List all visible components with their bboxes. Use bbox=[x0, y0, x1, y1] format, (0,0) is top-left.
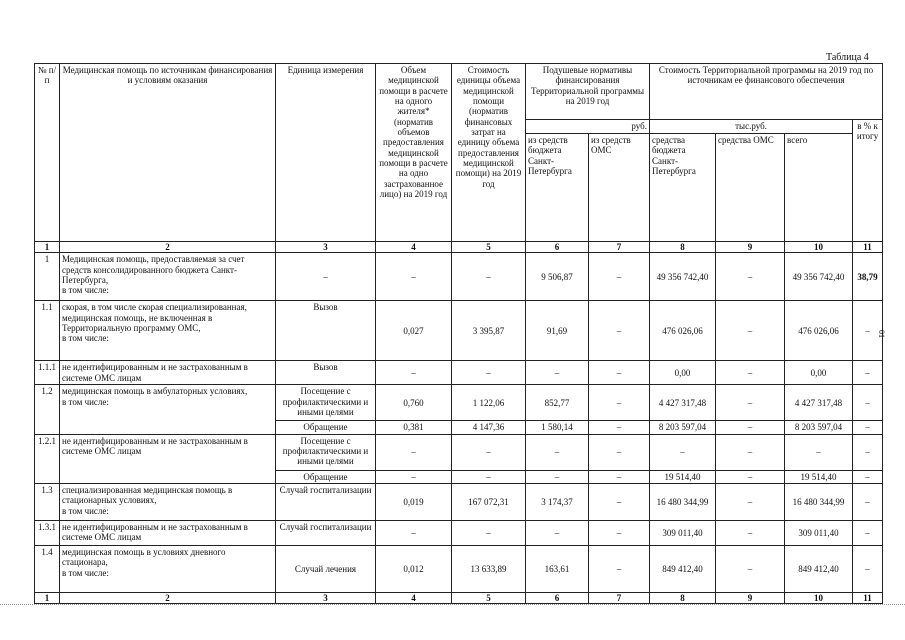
row-number: 1.1.1 bbox=[35, 361, 60, 385]
cell-budget-funds: 476 026,06 bbox=[650, 301, 716, 361]
cell-unit-cost: – bbox=[452, 361, 526, 385]
column-number-row bbox=[35, 242, 883, 253]
table-row bbox=[35, 521, 883, 546]
cell-volume: 0,012 bbox=[376, 546, 452, 593]
cell-budget-funds: 4 427 317,48 bbox=[650, 385, 716, 421]
table-row bbox=[35, 253, 883, 301]
cell-budget-per-capita: 1 580,14 bbox=[526, 421, 589, 434]
cell-budget-per-capita: 852,77 bbox=[526, 385, 589, 421]
column-number: 7 bbox=[589, 593, 650, 604]
row-number: 1.3.1 bbox=[35, 521, 60, 546]
cell-percent: – bbox=[853, 521, 883, 546]
cell-volume: – bbox=[376, 470, 452, 483]
header-thousand-rub-unit: тыс.руб. bbox=[650, 120, 853, 134]
row-number: 1 bbox=[35, 253, 60, 301]
cell-oms-per-capita: – bbox=[589, 361, 650, 385]
cell-budget-per-capita: 3 174,37 bbox=[526, 484, 589, 521]
row-description bbox=[60, 301, 276, 361]
cell-oms-per-capita: – bbox=[589, 385, 650, 421]
row-unit: Вызов bbox=[276, 361, 376, 385]
header-budget-per-capita: из средств бюджета Санкт-Петербурга bbox=[526, 134, 589, 242]
column-number: 1 bbox=[35, 593, 60, 604]
header-total: всего bbox=[785, 134, 853, 242]
cell-percent: – bbox=[853, 385, 883, 421]
cell-budget-funds: 49 356 742,40 bbox=[650, 253, 716, 301]
cell-percent: – bbox=[853, 546, 883, 593]
cell-budget-funds: 0,00 bbox=[650, 361, 716, 385]
cell-volume: 0,760 bbox=[376, 385, 452, 421]
row-unit: Обращение bbox=[276, 421, 376, 434]
cell-budget-funds: 849 412,40 bbox=[650, 546, 716, 593]
cell-total: 16 480 344,99 bbox=[785, 484, 853, 521]
cell-oms-per-capita: – bbox=[589, 546, 650, 593]
cell-unit-cost: 13 633,89 bbox=[452, 546, 526, 593]
row-unit: Случай госпитализации bbox=[276, 521, 376, 546]
cell-oms-funds: – bbox=[716, 470, 785, 483]
header-number: № п/п bbox=[35, 64, 60, 242]
row-description: не идентифицированным и не застрахованным в системе ОМС лицам bbox=[60, 361, 276, 385]
page-side-mark: 01 bbox=[877, 330, 886, 338]
cell-oms-per-capita: – bbox=[589, 301, 650, 361]
column-number: 5 bbox=[452, 593, 526, 604]
row-description bbox=[60, 484, 276, 521]
table-row bbox=[35, 361, 883, 385]
cell-unit-cost: 3 395,87 bbox=[452, 301, 526, 361]
column-number: 5 bbox=[452, 242, 526, 253]
cell-unit-cost: – bbox=[452, 521, 526, 546]
column-number: 10 bbox=[785, 593, 853, 604]
cell-oms-per-capita: – bbox=[589, 484, 650, 521]
cell-percent: – bbox=[853, 301, 883, 361]
column-number: 9 bbox=[716, 593, 785, 604]
table-row bbox=[35, 301, 883, 361]
row-description bbox=[60, 385, 276, 434]
cell-budget-funds: 19 514,40 bbox=[650, 470, 716, 483]
row-description-sub: в том числе: bbox=[62, 505, 109, 516]
cell-budget-per-capita: – bbox=[526, 434, 589, 470]
cell-total: 19 514,40 bbox=[785, 470, 853, 483]
row-description bbox=[60, 546, 276, 593]
row-number: 1.1 bbox=[35, 301, 60, 361]
header-percent-total: в % к итогу bbox=[853, 120, 883, 242]
cell-unit-cost: – bbox=[452, 434, 526, 470]
scan-edge-divider bbox=[0, 604, 905, 606]
cell-total: 4 427 317,48 bbox=[785, 385, 853, 421]
row-unit: Обращение bbox=[276, 470, 376, 483]
cell-oms-funds: – bbox=[716, 484, 785, 521]
row-description-text: медицинская помощь в амбулаторных условиях, bbox=[62, 386, 248, 397]
row-description-text: медицинская помощь в условиях дневного стационара, bbox=[62, 547, 226, 568]
row-description: не идентифицированным и не застрахованным в системе ОМС лицам bbox=[60, 434, 276, 483]
cell-budget-per-capita: 9 506,87 bbox=[526, 253, 589, 301]
header-unit: Единица измерения bbox=[276, 64, 376, 242]
column-number: 2 bbox=[60, 593, 276, 604]
row-description-sub: в том числе: bbox=[62, 396, 109, 407]
cell-oms-per-capita: – bbox=[589, 521, 650, 546]
cell-budget-funds: 16 480 344,99 bbox=[650, 484, 716, 521]
cell-budget-per-capita: – bbox=[526, 521, 589, 546]
cell-oms-funds: – bbox=[716, 434, 785, 470]
column-number: 9 bbox=[716, 242, 785, 253]
cell-percent: – bbox=[853, 421, 883, 434]
column-number: 4 bbox=[376, 242, 452, 253]
column-number: 6 bbox=[526, 593, 589, 604]
cell-total: 309 011,40 bbox=[785, 521, 853, 546]
column-number: 4 bbox=[376, 593, 452, 604]
cell-total: 849 412,40 bbox=[785, 546, 853, 593]
cell-volume: – bbox=[376, 253, 452, 301]
column-number: 10 bbox=[785, 242, 853, 253]
cell-percent: – bbox=[853, 470, 883, 483]
cell-budget-per-capita: – bbox=[526, 470, 589, 483]
cell-unit-cost: 4 147,36 bbox=[452, 421, 526, 434]
row-description-text: Медицинская помощь, предоставляемая за счет средств консолидированного бюджета Санкт-Петербурга, bbox=[62, 254, 245, 286]
header-description: Медицинская помощь по источникам финансирования и условиям оказания bbox=[60, 64, 276, 242]
cell-oms-funds: – bbox=[716, 253, 785, 301]
cell-unit-cost: 167 072,31 bbox=[452, 484, 526, 521]
cell-budget-per-capita: 163,61 bbox=[526, 546, 589, 593]
row-unit: Случай госпитализации bbox=[276, 484, 376, 521]
cell-oms-funds: – bbox=[716, 361, 785, 385]
column-number: 8 bbox=[650, 242, 716, 253]
cell-volume: 0,019 bbox=[376, 484, 452, 521]
cell-budget-funds: – bbox=[650, 434, 716, 470]
cell-percent: – bbox=[853, 484, 883, 521]
cell-oms-per-capita: – bbox=[589, 253, 650, 301]
row-description-text: специализированная медицинская помощь в стационарных условиях, bbox=[62, 485, 233, 506]
column-number: 11 bbox=[853, 242, 883, 253]
row-unit: Посещение с профилактическими и иными целями bbox=[276, 385, 376, 421]
cell-total: 0,00 bbox=[785, 361, 853, 385]
cell-percent: – bbox=[853, 434, 883, 470]
cell-oms-funds: – bbox=[716, 301, 785, 361]
row-number: 1.2 bbox=[35, 385, 60, 434]
cell-volume: – bbox=[376, 434, 452, 470]
header-oms-funds: средства ОМС bbox=[716, 134, 785, 242]
column-number: 7 bbox=[589, 242, 650, 253]
cell-total: 49 356 742,40 bbox=[785, 253, 853, 301]
row-unit: Вызов bbox=[276, 301, 376, 361]
table-row bbox=[35, 385, 883, 421]
row-description: не идентифицированным и не застрахованным в системе ОМС лицам bbox=[60, 521, 276, 546]
cell-unit-cost: – bbox=[452, 470, 526, 483]
column-number: 3 bbox=[276, 242, 376, 253]
cell-total: 476 026,06 bbox=[785, 301, 853, 361]
row-unit: – bbox=[276, 253, 376, 301]
row-unit: Посещение с профилактическими и иными целями bbox=[276, 434, 376, 470]
cell-oms-funds: – bbox=[716, 521, 785, 546]
cell-oms-funds: – bbox=[716, 421, 785, 434]
cell-volume: 0,381 bbox=[376, 421, 452, 434]
column-number: 8 bbox=[650, 593, 716, 604]
row-unit: Случай лечения bbox=[276, 546, 376, 593]
cell-volume: – bbox=[376, 361, 452, 385]
cell-volume: – bbox=[376, 521, 452, 546]
cell-oms-per-capita: – bbox=[589, 470, 650, 483]
cell-budget-funds: 8 203 597,04 bbox=[650, 421, 716, 434]
cell-budget-funds: 309 011,40 bbox=[650, 521, 716, 546]
cell-total: 8 203 597,04 bbox=[785, 421, 853, 434]
table-row bbox=[35, 546, 883, 593]
cell-unit-cost: 1 122,06 bbox=[452, 385, 526, 421]
row-description-text: скорая, в том числе скорая специализированная, медицинская помощь, не включенная в Территориальную программу ОМС, bbox=[62, 302, 247, 334]
row-number: 1.2.1 bbox=[35, 434, 60, 483]
cell-budget-per-capita: – bbox=[526, 361, 589, 385]
cell-oms-per-capita: – bbox=[589, 421, 650, 434]
cell-budget-per-capita: 91,69 bbox=[526, 301, 589, 361]
cell-unit-cost: – bbox=[452, 253, 526, 301]
header-unit-cost: Стоимость единицы объема медицинской помощи (норматив финансовых затрат на единицу объема предоставления медицинской помощи) на 2019 год bbox=[452, 64, 526, 242]
header-budget-funds: средства бюджета Санкт-Петербурга bbox=[650, 134, 716, 242]
column-number: 11 bbox=[853, 593, 883, 604]
header-volume: Объем медицинской помощи в расчете на одного жителя* (норматив объемов предоставления медицинской помощи в расчете на одно застрахованное лицо) на 2019 год bbox=[376, 64, 452, 242]
header-per-capita-group: Подушевые нормативы финансирования Территориальной программы на 2019 год bbox=[526, 64, 650, 120]
row-description-sub: в том числе: bbox=[62, 567, 109, 578]
header-program-cost-group: Стоимость Территориальной программы на 2019 год по источникам ее финансового обеспечения bbox=[650, 64, 883, 120]
cell-oms-per-capita: – bbox=[589, 434, 650, 470]
row-description-sub: в том числе: bbox=[62, 285, 109, 296]
header-rub-unit: руб. bbox=[526, 120, 650, 134]
row-number: 1.3 bbox=[35, 484, 60, 521]
row-description bbox=[60, 253, 276, 301]
table-caption: Таблица 4 bbox=[826, 52, 869, 63]
row-number: 1.4 bbox=[35, 546, 60, 593]
cell-volume: 0,027 bbox=[376, 301, 452, 361]
row-description-sub: в том числе: bbox=[62, 333, 109, 344]
column-number: 1 bbox=[35, 242, 60, 253]
column-number: 6 bbox=[526, 242, 589, 253]
table-row bbox=[35, 484, 883, 521]
column-number: 2 bbox=[60, 242, 276, 253]
header-oms-per-capita: из средств ОМС bbox=[589, 134, 650, 242]
column-number-row bbox=[35, 593, 883, 604]
cell-percent: 38,79 bbox=[853, 253, 883, 301]
cell-oms-funds: – bbox=[716, 385, 785, 421]
table-row bbox=[35, 434, 883, 470]
cell-total: – bbox=[785, 434, 853, 470]
cell-oms-funds: – bbox=[716, 546, 785, 593]
column-number: 3 bbox=[276, 593, 376, 604]
cell-percent: – bbox=[853, 361, 883, 385]
financing-table bbox=[34, 63, 883, 604]
